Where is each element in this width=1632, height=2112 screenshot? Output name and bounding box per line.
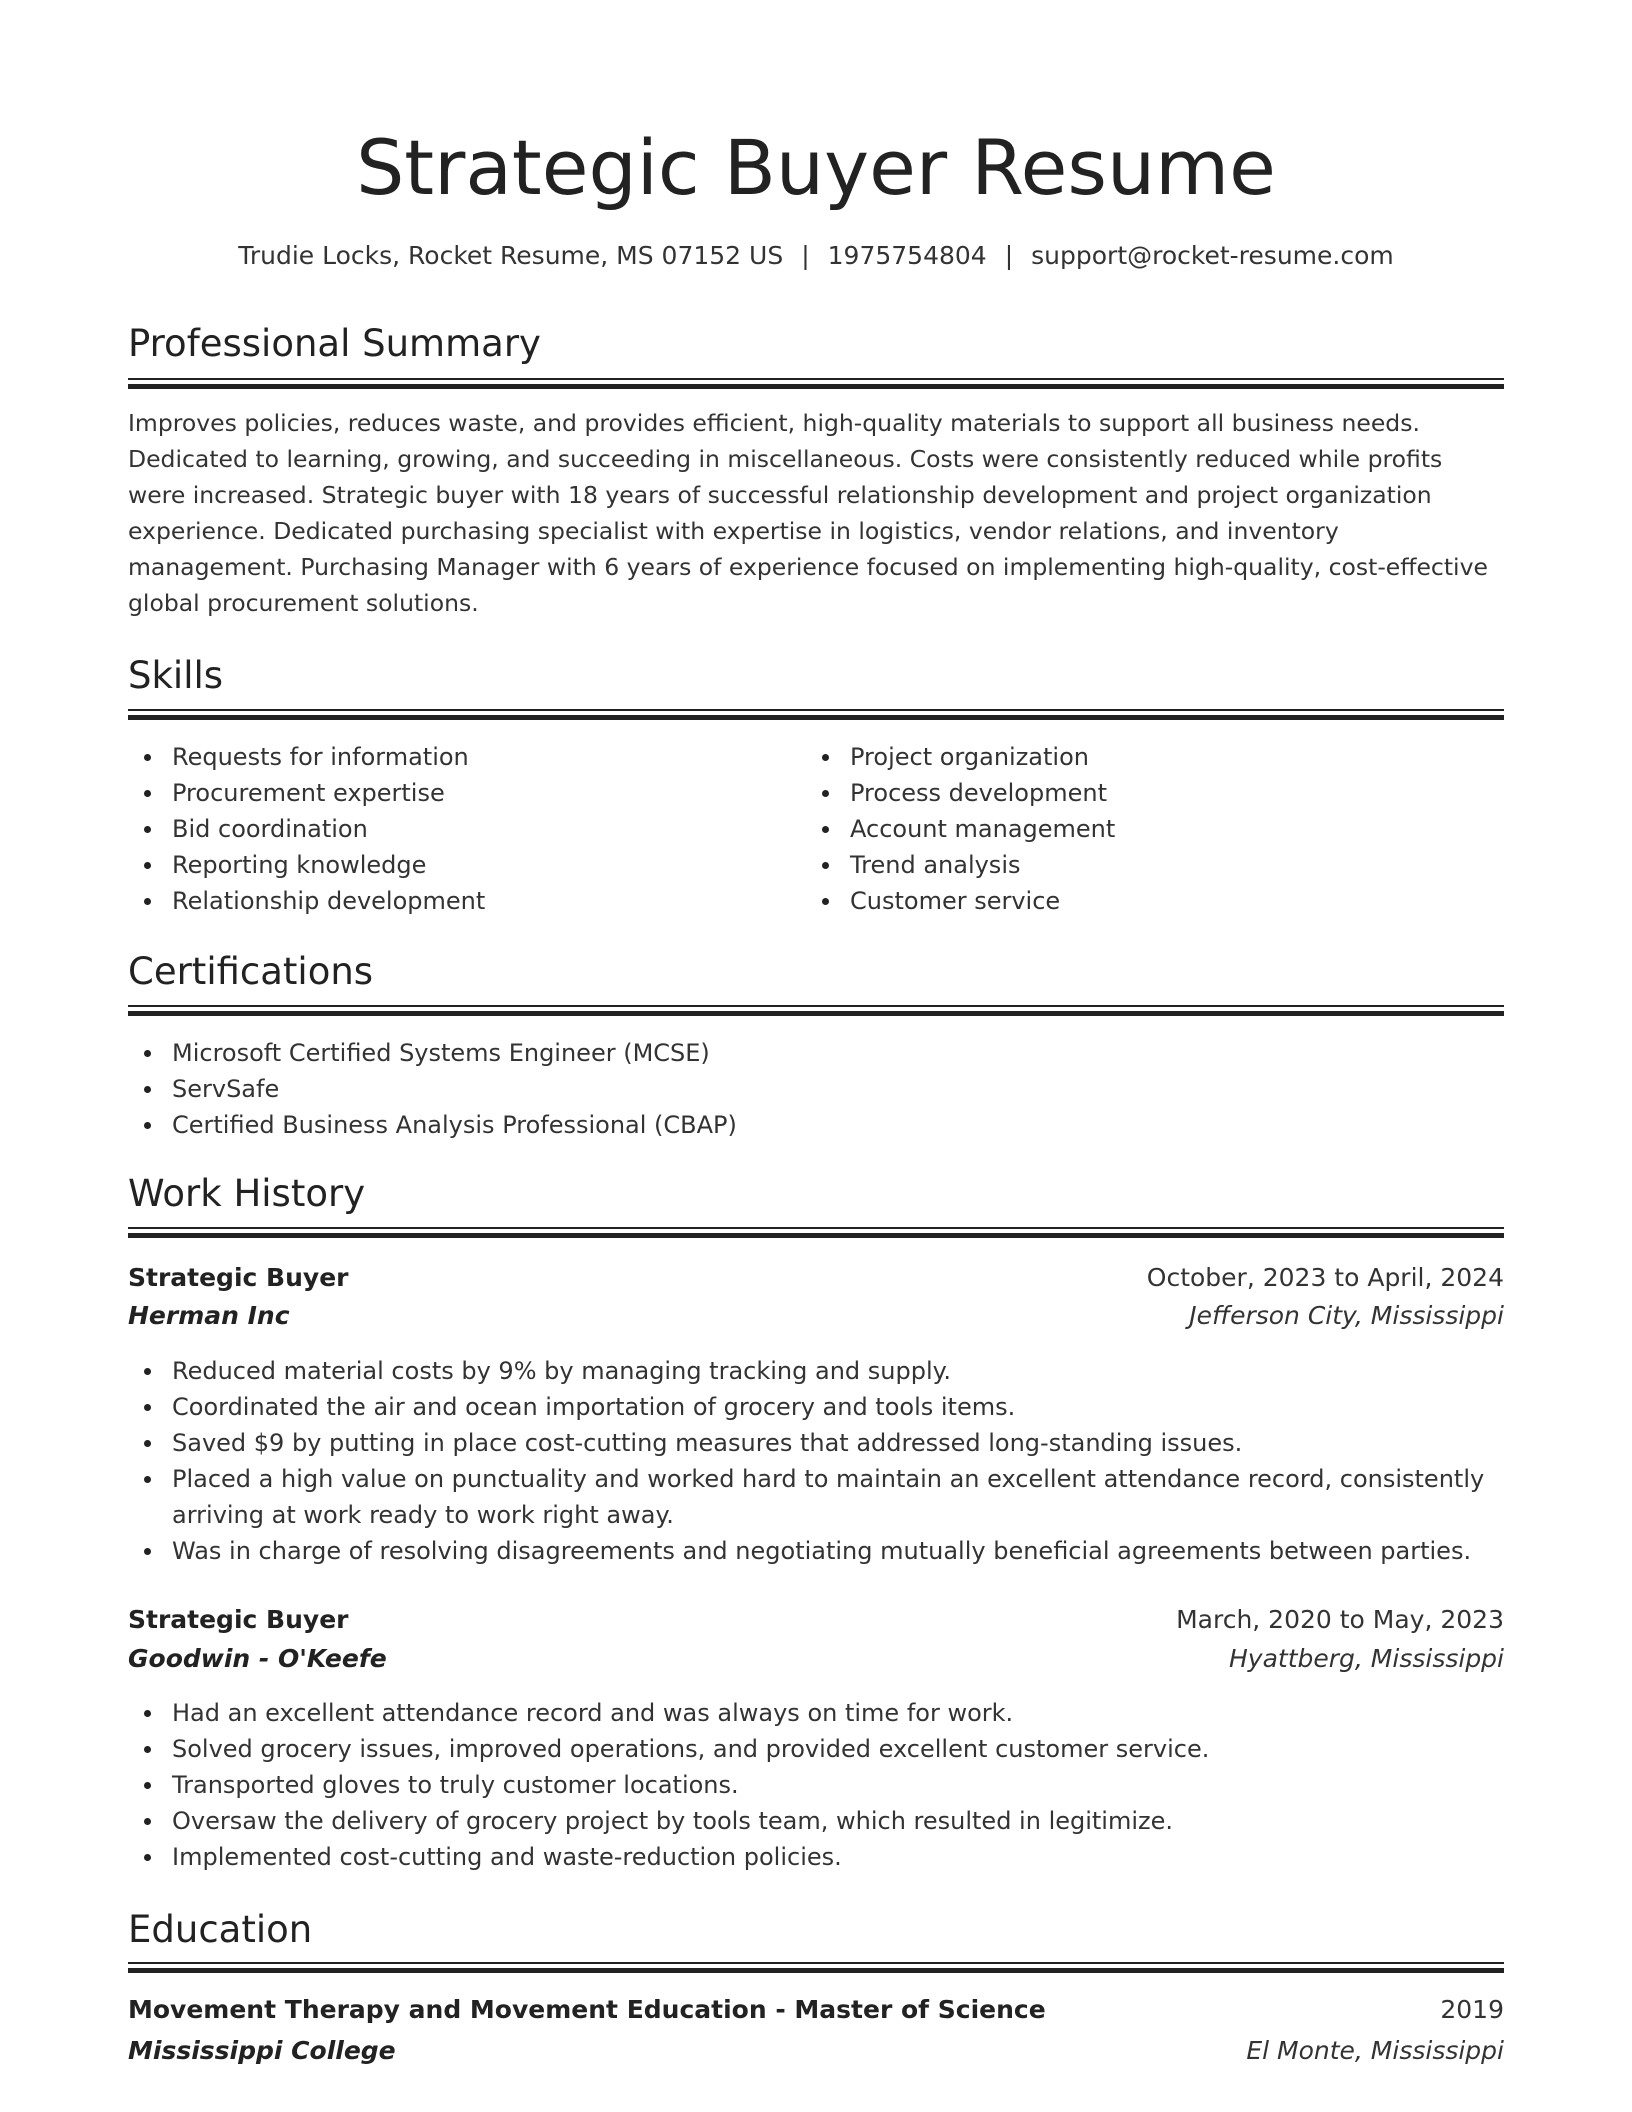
- job-employer: [128, 1640, 1504, 1678]
- section-heading-education: Education: [128, 1908, 313, 1951]
- job-dates: March, 2020 to May, 2023: [1176, 1605, 1504, 1634]
- skill-item: Process development: [806, 775, 1504, 811]
- contact-phone: 1975754804: [827, 241, 987, 270]
- job-bullet: Had an excellent attendance record and was always on time for work.: [128, 1695, 1504, 1731]
- certifications-list: [128, 1035, 1504, 1143]
- job-bullet: Saved $9 by putting in place cost-cutting measures that addressed long-standing issues.: [128, 1425, 1504, 1461]
- education-degree: Movement Therapy and Movement Education - Master of Science: [128, 1995, 1046, 2024]
- job-header: [128, 1601, 1504, 1639]
- skill-item: Bid coordination: [128, 811, 788, 847]
- education-location: El Monte, Mississippi: [1246, 2036, 1504, 2065]
- contact-separator: |: [801, 241, 810, 270]
- resume-title: Strategic Buyer Resume: [356, 123, 1276, 212]
- job-location: Hyattberg, Mississippi: [1229, 1644, 1504, 1673]
- job-bullet: Implemented cost-cutting and waste-reduction policies.: [128, 1839, 1504, 1875]
- job-bullet: Placed a high value on punctuality and worked hard to maintain an excellent attendance record, consistently arriving at work ready to work right away.: [128, 1461, 1504, 1533]
- job-bullet: Transported gloves to truly customer locations.: [128, 1767, 1504, 1803]
- education-header: [128, 1991, 1504, 2029]
- job-bullet: Oversaw the delivery of grocery project by tools team, which resulted in legitimize.: [128, 1803, 1504, 1839]
- job-bullets: [128, 1353, 1504, 1569]
- section-heading-skills: Skills: [128, 654, 224, 697]
- job-bullet: Solved grocery issues, improved operations, and provided excellent customer service.: [128, 1731, 1504, 1767]
- section-divider: [128, 378, 1504, 389]
- skill-item: Account management: [806, 811, 1504, 847]
- certification-item: Certified Business Analysis Professional (CBAP): [128, 1107, 1504, 1143]
- skill-item: Requests for information: [128, 739, 788, 775]
- job-location: Jefferson City, Mississippi: [1189, 1301, 1504, 1330]
- job-employer: [128, 1297, 1504, 1335]
- section-heading-summary: Professional Summary: [128, 322, 541, 365]
- section-divider: [128, 709, 1504, 720]
- contact-separator: |: [1004, 241, 1014, 270]
- skills-list-right: [806, 739, 1504, 919]
- job-title: Strategic Buyer: [128, 1263, 349, 1292]
- contact-email[interactable]: support@rocket-resume.com: [1031, 241, 1394, 270]
- skills-list-left: [128, 739, 788, 919]
- skill-item: Relationship development: [128, 883, 788, 919]
- job-bullet: Reduced material costs by 9% by managing tracking and supply.: [128, 1353, 1504, 1389]
- section-divider: [128, 1962, 1504, 1973]
- skill-item: Procurement expertise: [128, 775, 788, 811]
- skill-item: Project organization: [806, 739, 1504, 775]
- education-year: 2019: [1440, 1995, 1504, 2024]
- education-school: Mississippi College: [128, 2036, 396, 2065]
- job-company: Herman Inc: [128, 1301, 290, 1330]
- job-header: [128, 1259, 1504, 1297]
- job-dates: October, 2023 to April, 2024: [1146, 1263, 1504, 1292]
- section-divider: [128, 1005, 1504, 1016]
- section-heading-work-history: Work History: [128, 1172, 366, 1215]
- contact-line: [128, 238, 1504, 274]
- job-bullets: [128, 1695, 1504, 1875]
- certification-item: ServSafe: [128, 1071, 1504, 1107]
- skill-item: Customer service: [806, 883, 1504, 919]
- summary-text: Improves policies, reduces waste, and provides efficient, high-quality materials to support all business needs. Dedicated to learning, growing, and succeeding in miscellaneous. Costs were consistently reduced while profits were increased. Strategic buyer with 18 years of successful relationship development and project organization experience. Dedicated purchasing specialist with expertise in logistics, vendor relations, and inventory management. Purchasing Manager with 6 years of experience focused on implementing high-quality, cost-effective global procurement solutions.: [128, 409, 1488, 617]
- skill-item: Reporting knowledge: [128, 847, 788, 883]
- job-bullet: Was in charge of resolving disagreements and negotiating mutually beneficial agreements between parties.: [128, 1533, 1504, 1569]
- job-bullet: Coordinated the air and ocean importation of grocery and tools items.: [128, 1389, 1504, 1425]
- skill-item: Trend analysis: [806, 847, 1504, 883]
- job-title: Strategic Buyer: [128, 1605, 349, 1634]
- education-institution: [128, 2032, 1504, 2070]
- contact-address: Trudie Locks, Rocket Resume, MS 07152 US: [238, 241, 784, 270]
- section-divider: [128, 1227, 1504, 1238]
- section-heading-certifications: Certifications: [128, 950, 374, 993]
- certification-item: Microsoft Certified Systems Engineer (MCSE): [128, 1035, 1504, 1071]
- job-company: Goodwin - O'Keefe: [128, 1644, 387, 1673]
